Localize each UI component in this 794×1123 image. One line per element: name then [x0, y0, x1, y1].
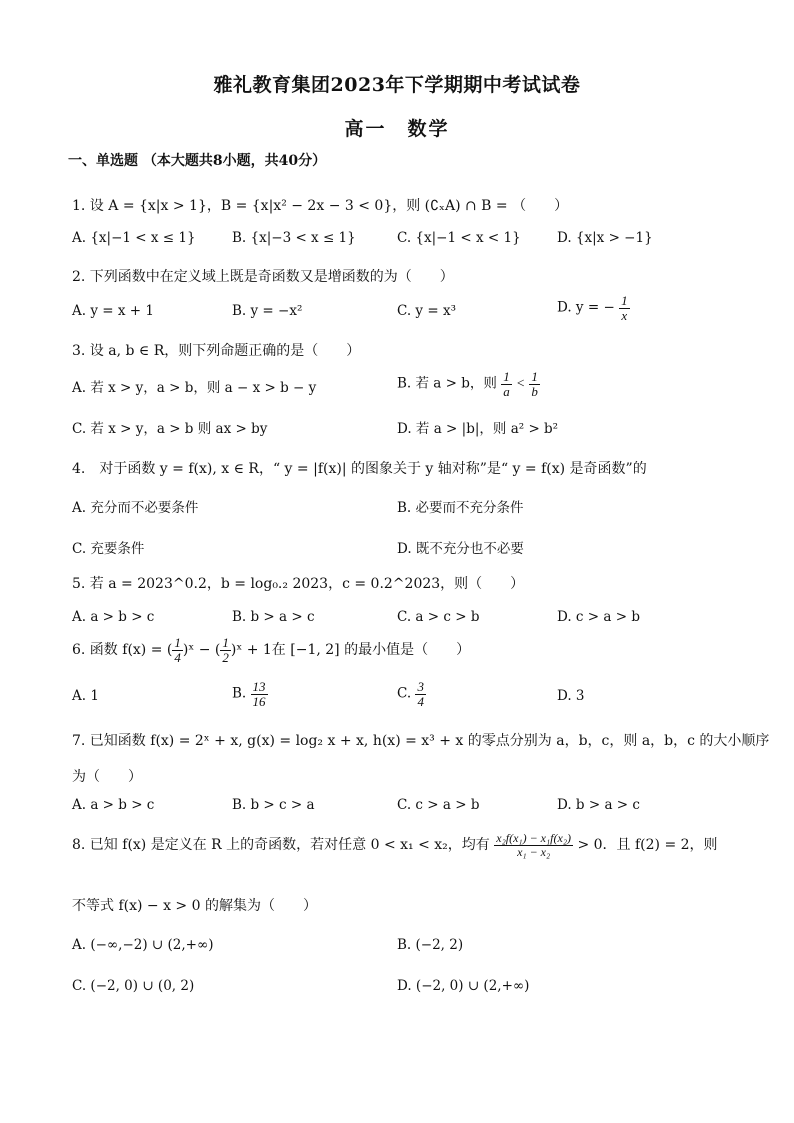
- question-8-option-d: D. (−2, 0) ∪ (2,+∞): [397, 978, 530, 994]
- question-4-option-a: A. 充分而不必要条件: [72, 500, 199, 516]
- fraction-one-over-x: $\frac{1}{x}$: [621, 293, 628, 323]
- question-6-option-c: C. $\frac{3}{4}$: [397, 679, 424, 709]
- question-8-option-c: C. (−2, 0) ∪ (0, 2): [72, 978, 195, 994]
- question-8-stem-continued: 不等式 f(x) − x > 0 的解集为（ ）: [72, 898, 317, 914]
- question-3-option-b: B. 若 a > b，则 $\frac{1}{a}$ < $\frac{1}{b}$: [397, 369, 538, 399]
- fraction-one-over-b: $\frac{1}{b}$: [531, 369, 538, 399]
- exam-title: 雅礼教育集团2023年下学期期中考试试卷: [213, 74, 581, 96]
- question-7-option-b: B. b > c > a: [232, 797, 315, 813]
- question-7-stem-continued: 为（ ）: [72, 769, 142, 785]
- fraction-three-quarters: $\frac{3}{4}$: [417, 679, 424, 709]
- question-3-stem: 3. 设 a, b ∈ R，则下列命题正确的是（ ）: [72, 343, 361, 359]
- question-6-option-b: B. $\frac{13}{16}$: [232, 679, 266, 709]
- fraction-slope-condition: $\frac{\text{x₂f(x₁) − x₁f(x₂)}}{\text{x₁ − x₂}}$: [496, 831, 571, 859]
- question-5-option-c: C. a > c > b: [397, 609, 480, 625]
- question-5-option-b: B. b > a > c: [232, 609, 315, 625]
- question-2-stem: 2. 下列函数中在定义域上既是奇函数又是增函数的为（ ）: [72, 269, 454, 285]
- section-heading: 一、单选题 （本大题共8小题，共40分）: [68, 153, 327, 169]
- question-1-option-a: A. {x|−1 < x ≤ 1}: [72, 230, 196, 246]
- fraction-one-over-a: $\frac{1}{a}$: [503, 369, 510, 399]
- question-3-option-c: C. 若 x > y，a > b 则 ax > by: [72, 421, 268, 437]
- question-3-option-d: D. 若 a > |b|，则 a² > b²: [397, 421, 559, 437]
- question-4-stem: 4. 对于函数 y = f(x), x ∈ R，“ y = |f(x)| 的图象关于 y 轴对称”是“ y = f(x) 是奇函数”的: [72, 461, 647, 477]
- question-2-option-a: A. y = x + 1: [72, 303, 154, 319]
- question-5-option-a: A. a > b > c: [72, 609, 155, 625]
- fraction-one-half: $\frac{1}{2}$: [222, 635, 229, 665]
- question-7-option-d: D. b > a > c: [557, 797, 640, 813]
- question-1-option-d: D. {x|x > −1}: [557, 230, 653, 246]
- question-6-option-d: D. 3: [557, 688, 585, 704]
- exam-subtitle: 高一 数学: [344, 118, 450, 140]
- question-8-stem: 8. 已知 f(x) 是定义在 R 上的奇函数，若对任意 0 < x₁ < x₂，均有 $\frac{\text{x₂f(x₁) − x₁f(x₂)}}{\text{x₁ − x₂}}$ > 0．且 f(2) = 2，则: [72, 831, 718, 859]
- question-1-stem: 1. 设 A = {x|x > 1}，B = {x|x² − 2x − 3 < 0}，则 (∁ₓA) ∩ B = （ ）: [72, 198, 569, 214]
- question-2-option-d-label: D. y = −: [557, 299, 615, 316]
- question-7-option-c: C. c > a > b: [397, 797, 480, 813]
- question-3-option-a: A. 若 x > y，a > b，则 a − x > b − y: [72, 380, 317, 396]
- question-4-option-d: D. 既不充分也不必要: [397, 541, 524, 557]
- question-4-option-b: B. 必要而不充分条件: [397, 500, 524, 516]
- question-2-option-b: B. y = −x²: [232, 303, 303, 319]
- question-1-option-b: B. {x|−3 < x ≤ 1}: [232, 230, 356, 246]
- question-5-stem: 5. 若 a = 2023^0.2，b = log₀.₂ 2023，c = 0.2^2023，则（ ）: [72, 576, 525, 592]
- question-2-option-c: C. y = x³: [397, 303, 456, 319]
- question-4-option-c: C. 充要条件: [72, 541, 145, 557]
- question-7-stem: 7. 已知函数 f(x) = 2ˣ + x, g(x) = log₂ x + x, h(x) = x³ + x 的零点分别为 a，b，c，则 a，b，c 的大小顺序: [72, 733, 770, 749]
- question-7-option-a: A. a > b > c: [72, 797, 155, 813]
- question-8-option-b: B. (−2, 2): [397, 937, 464, 953]
- question-8-option-a: A. (−∞,−2) ∪ (2,+∞): [72, 937, 214, 953]
- question-1-option-c: C. {x|−1 < x < 1}: [397, 230, 521, 246]
- fraction-thirteen-sixteenths: $\frac{13}{16}$: [252, 679, 266, 709]
- question-6-option-a: A. 1: [72, 688, 99, 704]
- fraction-one-quarter: $\frac{1}{4}$: [174, 635, 181, 665]
- question-2-option-d: [557, 294, 630, 322]
- question-5-option-d: D. c > a > b: [557, 609, 640, 625]
- question-6-stem: 6. 函数 f(x) = ( $\frac{1}{4}$ )ˣ − ( $\frac{1}{2}$ )ˣ + 1在 [−1, 2] 的最小值是（ ）: [72, 635, 471, 665]
